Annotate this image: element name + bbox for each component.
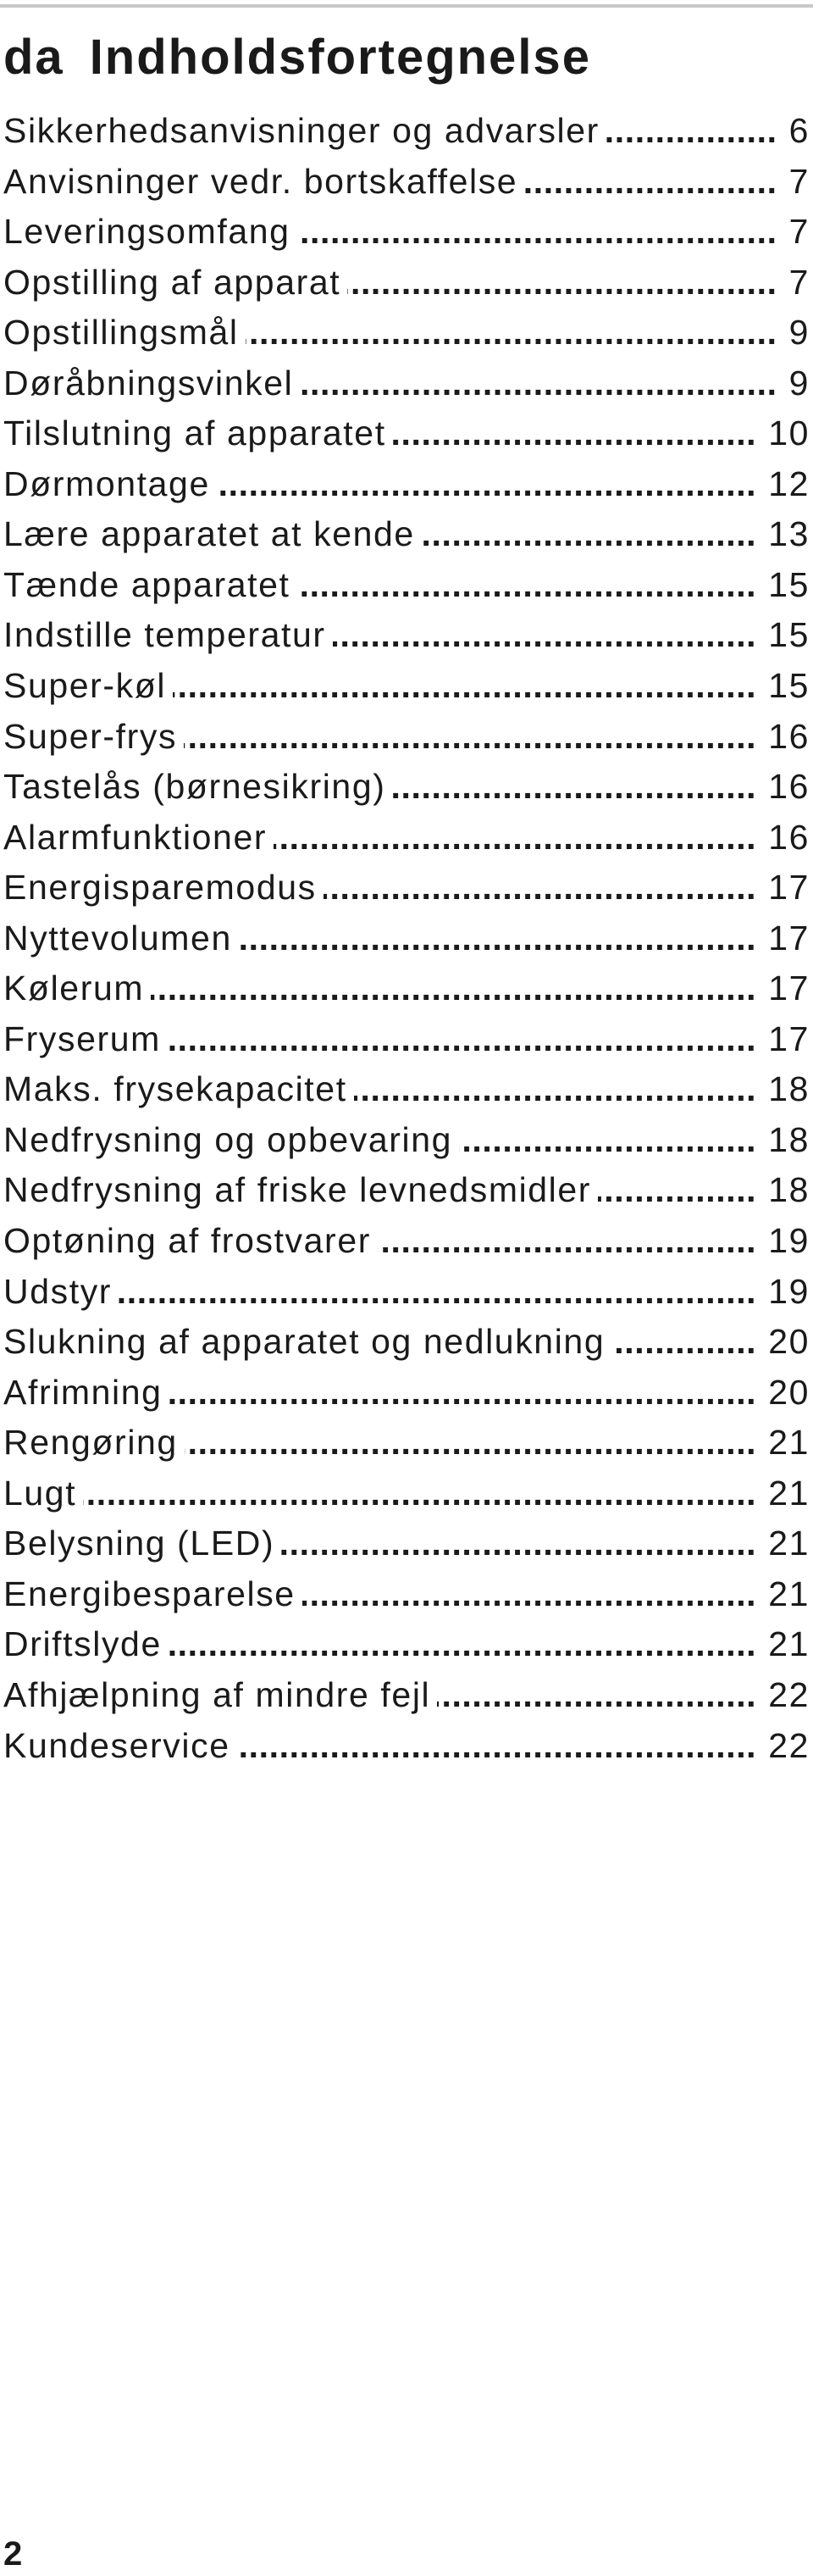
table-of-contents <box>3 106 810 1771</box>
dot-leader <box>151 963 756 1014</box>
toc-entry-title: Opstillingsmål <box>3 313 239 353</box>
toc-entry <box>3 207 810 258</box>
toc-entry-page: 21 <box>768 1423 810 1463</box>
toc-entry <box>3 258 810 308</box>
toc-entry-page: 20 <box>768 1322 810 1362</box>
toc-entry-page: 21 <box>768 1624 810 1664</box>
toc-entry-title: Super-frys <box>3 716 178 756</box>
dot-leader <box>354 1064 757 1115</box>
toc-entry-title: Alarmfunktioner <box>3 817 268 857</box>
toc-entry-title: Super-køl <box>3 666 167 706</box>
toc-entry <box>3 408 810 459</box>
page-number: 2 <box>3 2535 23 2573</box>
toc-entry-page: 7 <box>788 161 810 201</box>
toc-entry-page: 18 <box>768 1069 810 1109</box>
dot-leader <box>185 1418 756 1468</box>
toc-entry-page: 21 <box>768 1473 810 1513</box>
dot-leader <box>300 358 777 409</box>
dot-leader <box>393 408 757 459</box>
toc-entry <box>3 106 810 157</box>
toc-entry-page: 18 <box>768 1170 810 1210</box>
toc-entry <box>3 1721 810 1772</box>
toc-entry-title: Døråbningsvinkel <box>3 363 294 402</box>
toc-entry <box>3 308 810 358</box>
dot-leader <box>324 863 756 913</box>
dot-leader <box>169 1368 757 1418</box>
toc-entry-title: Nedfrysning af friske levnedsmidler <box>3 1170 592 1210</box>
toc-entry-title: Sikkerhedsanvisninger og advarsler <box>3 111 600 150</box>
toc-entry-title: Afrimning <box>3 1372 163 1412</box>
toc-entry-page: 13 <box>768 514 810 554</box>
toc-entry-page: 22 <box>768 1725 810 1765</box>
toc-entry-page: 12 <box>768 464 810 503</box>
dot-leader <box>83 1468 756 1519</box>
toc-entry <box>3 610 810 661</box>
dot-leader <box>168 1014 756 1065</box>
toc-entry-page: 15 <box>768 666 810 706</box>
dot-leader <box>297 560 757 611</box>
toc-entry <box>3 762 810 813</box>
toc-entry-page: 16 <box>768 817 810 857</box>
dot-leader <box>378 1216 756 1267</box>
toc-entry-page: 22 <box>768 1674 810 1714</box>
toc-entry-page: 20 <box>768 1372 810 1412</box>
page-title: Indholdsfortegnelse <box>89 30 591 85</box>
toc-entry <box>3 913 810 964</box>
toc-entry-title: Udstyr <box>3 1271 113 1311</box>
toc-entry-page: 15 <box>768 615 810 655</box>
toc-entry-title: Fryserum <box>3 1019 161 1058</box>
toc-entry <box>3 863 810 913</box>
toc-entry-page: 17 <box>768 1019 810 1058</box>
toc-entry <box>3 358 810 409</box>
toc-entry-page: 6 <box>788 111 810 150</box>
toc-entry-title: Leveringsomfang <box>3 212 290 252</box>
toc-entry-title: Nyttevolumen <box>3 918 232 958</box>
dot-leader <box>217 459 756 510</box>
toc-entry-page: 17 <box>768 868 810 908</box>
toc-entry <box>3 1518 810 1569</box>
toc-entry-page: 16 <box>768 767 810 807</box>
dot-leader <box>302 1569 756 1620</box>
toc-entry <box>3 1115 810 1166</box>
language-code: da <box>3 30 64 85</box>
toc-entry <box>3 1670 810 1721</box>
dot-leader <box>274 813 756 863</box>
dot-leader <box>119 1267 756 1318</box>
toc-entry-page: 10 <box>768 414 810 453</box>
toc-entry-title: Driftslyde <box>3 1624 162 1664</box>
toc-entry-page: 9 <box>788 313 810 353</box>
toc-entry-title: Tilslutning af apparatet <box>3 414 386 453</box>
toc-entry <box>3 813 810 863</box>
dot-leader <box>333 610 757 661</box>
page-heading <box>3 28 591 87</box>
toc-entry-page: 17 <box>768 918 810 958</box>
toc-entry <box>3 1317 810 1368</box>
toc-entry <box>3 1267 810 1318</box>
toc-entry-title: Optøning af frostvarer <box>3 1221 371 1261</box>
top-rule <box>0 4 813 8</box>
dot-leader <box>598 1165 756 1216</box>
toc-entry <box>3 963 810 1014</box>
toc-entry <box>3 1165 810 1216</box>
toc-entry-page: 7 <box>788 212 810 252</box>
toc-entry <box>3 712 810 763</box>
toc-entry <box>3 1418 810 1468</box>
dot-leader <box>437 1670 756 1721</box>
toc-entry <box>3 1216 810 1267</box>
dot-leader <box>281 1518 756 1569</box>
dot-leader <box>606 106 777 157</box>
toc-entry-title: Kølerum <box>3 969 145 1008</box>
toc-entry <box>3 661 810 712</box>
toc-entry-title: Anvisninger vedr. bortskaffelse <box>3 161 518 201</box>
toc-entry <box>3 560 810 611</box>
toc-entry <box>3 1368 810 1418</box>
toc-entry <box>3 1619 810 1670</box>
toc-entry-title: Slukning af apparatet og nedlukning <box>3 1322 606 1362</box>
dot-leader <box>422 509 756 560</box>
toc-entry-title: Opstilling af apparat <box>3 262 341 302</box>
dot-leader <box>459 1115 756 1166</box>
toc-entry-title: Lugt <box>3 1473 77 1513</box>
toc-entry-title: Kundeservice <box>3 1725 230 1765</box>
toc-entry <box>3 1064 810 1115</box>
toc-entry-page: 15 <box>768 564 810 604</box>
dot-leader <box>184 712 756 763</box>
toc-entry-title: Lære apparatet at kende <box>3 514 415 554</box>
dot-leader <box>237 1721 757 1772</box>
toc-entry <box>3 1468 810 1519</box>
dot-leader <box>611 1317 756 1368</box>
toc-entry <box>3 1569 810 1620</box>
toc-entry-page: 9 <box>788 363 810 402</box>
toc-entry <box>3 157 810 208</box>
toc-entry <box>3 459 810 510</box>
toc-entry-title: Dørmontage <box>3 464 210 503</box>
toc-entry-page: 19 <box>768 1221 810 1261</box>
dot-leader <box>173 661 756 712</box>
toc-entry-page: 18 <box>768 1119 810 1159</box>
dot-leader <box>297 207 777 258</box>
toc-entry-page: 7 <box>788 262 810 302</box>
toc-entry <box>3 509 810 560</box>
toc-entry-title: Indstille temperatur <box>3 615 326 655</box>
toc-entry <box>3 1014 810 1065</box>
toc-entry-title: Tænde apparatet <box>3 564 290 604</box>
dot-leader <box>169 1619 756 1670</box>
toc-entry-title: Belysning (LED) <box>3 1524 275 1563</box>
toc-entry-title: Energisparemodus <box>3 868 317 908</box>
toc-entry-title: Rengøring <box>3 1423 178 1463</box>
toc-entry-title: Afhjælpning af mindre fejl <box>3 1674 431 1714</box>
dot-leader <box>246 308 777 358</box>
dot-leader <box>392 762 756 813</box>
toc-entry-page: 21 <box>768 1524 810 1563</box>
dot-leader <box>239 913 756 964</box>
toc-entry-title: Energibesparelse <box>3 1574 296 1613</box>
toc-entry-title: Nedfrysning og opbevaring <box>3 1119 453 1159</box>
toc-entry-page: 16 <box>768 716 810 756</box>
dot-leader <box>347 258 777 308</box>
toc-entry-page: 21 <box>768 1574 810 1613</box>
dot-leader <box>524 157 777 208</box>
toc-entry-title: Maks. frysekapacitet <box>3 1069 347 1109</box>
toc-entry-title: Tastelås (børnesikring) <box>3 767 386 807</box>
toc-entry-page: 17 <box>768 969 810 1008</box>
toc-entry-page: 19 <box>768 1271 810 1311</box>
